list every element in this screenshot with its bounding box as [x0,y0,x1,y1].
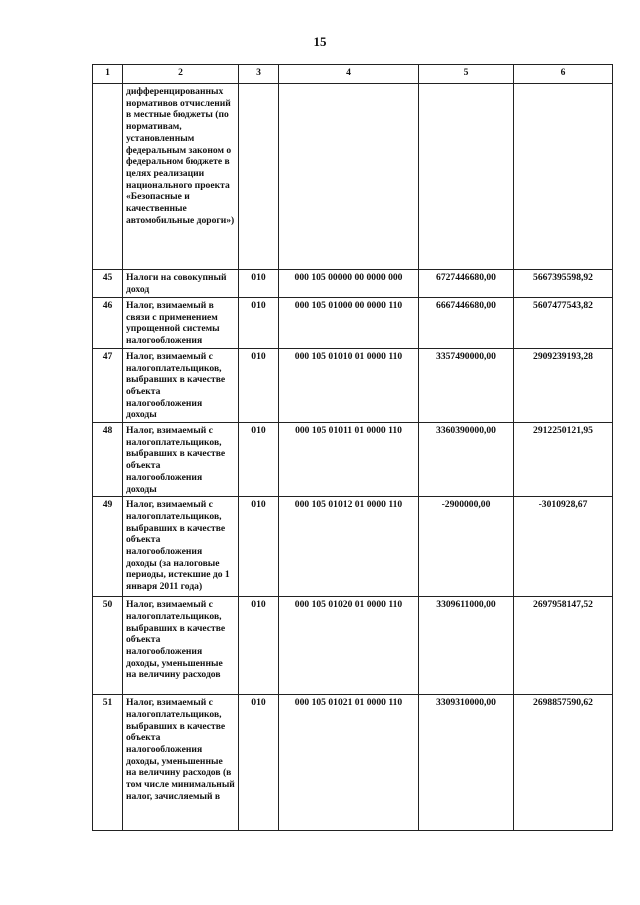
row-fact: 2909239193,28 [514,348,613,422]
row-kbk: 000 105 01011 01 0000 110 [279,423,419,497]
table-row [93,597,613,695]
column-header: 5 [419,65,514,84]
row-name: Налог, взимаемый с налогоплательщиков, выбравших в качестве объекта налогообложения доходы [123,423,239,497]
table-row [93,423,613,497]
row-code: 010 [239,298,279,349]
row-plan: 3309611000,00 [419,597,514,695]
row-name: дифференцированных нормативов отчислений в местные бюджеты (по нормативам, установленным федеральным законом о федеральном бюджете в целях реализации национального проекта «Безопасные и качественные автомобильные дороги») [123,84,239,270]
table-row [93,695,613,831]
row-plan [419,84,514,270]
row-kbk: 000 105 00000 00 0000 000 [279,270,419,298]
row-name: Налог, взимаемый с налогоплательщиков, выбравших в качестве объекта налогообложения доходы [123,348,239,422]
table-row [93,84,613,270]
row-number: 45 [93,270,123,298]
row-code: 010 [239,497,279,597]
row-kbk: 000 105 01010 01 0000 110 [279,348,419,422]
row-fact: 5607477543,82 [514,298,613,349]
row-code: 010 [239,348,279,422]
row-number: 49 [93,497,123,597]
row-fact: 2697958147,52 [514,597,613,695]
row-plan: 6667446680,00 [419,298,514,349]
row-name: Налог, взимаемый с налогоплательщиков, выбравших в качестве объекта налогообложения доходы, уменьшенные на величину расходов [123,597,239,695]
row-plan: 6727446680,00 [419,270,514,298]
row-name: Налог, взимаемый с налогоплательщиков, выбравших в качестве объекта налогообложения доходы (за налоговые периоды, истекшие до 1 января 2011 года) [123,497,239,597]
column-header: 2 [123,65,239,84]
row-number: 50 [93,597,123,695]
row-kbk [279,84,419,270]
page-number: 15 [313,34,327,49]
row-name: Налог, взимаемый в связи с применением упрощенной системы налогообложения [123,298,239,349]
row-plan: -2900000,00 [419,497,514,597]
row-code: 010 [239,270,279,298]
row-plan: 3357490000,00 [419,348,514,422]
row-number: 47 [93,348,123,422]
row-number: 46 [93,298,123,349]
row-fact: 5667395598,92 [514,270,613,298]
row-plan: 3309310000,00 [419,695,514,831]
row-fact: -3010928,67 [514,497,613,597]
column-header: 4 [279,65,419,84]
row-kbk: 000 105 01000 00 0000 110 [279,298,419,349]
row-kbk: 000 105 01012 01 0000 110 [279,497,419,597]
row-number: 51 [93,695,123,831]
row-fact: 2698857590,62 [514,695,613,831]
row-number [93,84,123,270]
row-fact: 2912250121,95 [514,423,613,497]
row-number: 48 [93,423,123,497]
row-code [239,84,279,270]
row-fact [514,84,613,270]
table-header-row [93,65,613,84]
row-name: Налог, взимаемый с налогоплательщиков, выбравших в качестве объекта налогообложения доходы, уменьшенные на величину расходов (в том числе минимальный налог, зачисляемый в [123,695,239,831]
column-header: 3 [239,65,279,84]
table-row [93,270,613,298]
row-code: 010 [239,423,279,497]
table-row [93,298,613,349]
row-name: Налоги на совокупный доход [123,270,239,298]
row-kbk: 000 105 01020 01 0000 110 [279,597,419,695]
row-plan: 3360390000,00 [419,423,514,497]
row-code: 010 [239,695,279,831]
table-row [93,497,613,597]
revenue-table [92,64,613,831]
row-code: 010 [239,597,279,695]
table-row [93,348,613,422]
row-kbk: 000 105 01021 01 0000 110 [279,695,419,831]
column-header: 1 [93,65,123,84]
column-header: 6 [514,65,613,84]
